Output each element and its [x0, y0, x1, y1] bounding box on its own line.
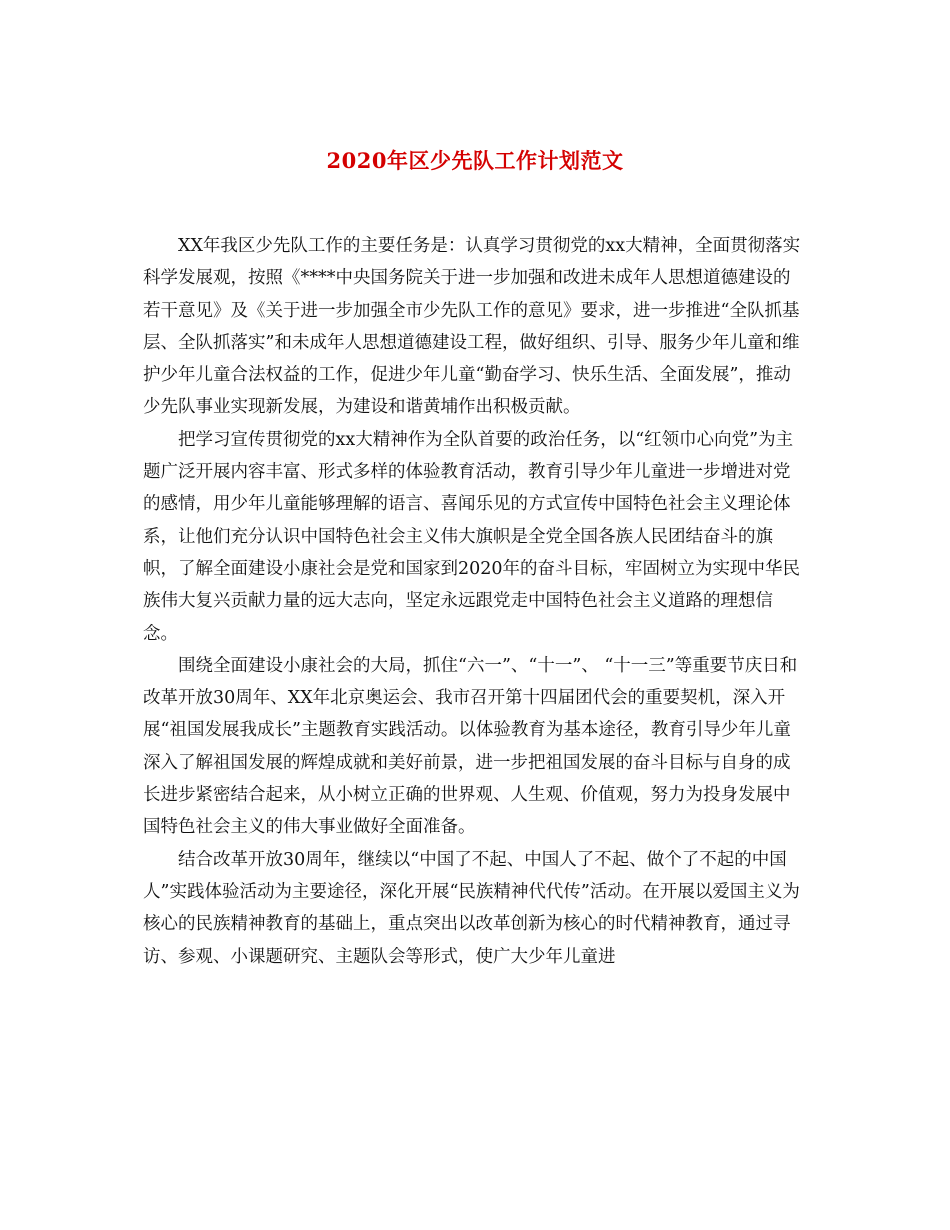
paragraph-3: 围绕全面建设小康社会的大局，抓住“六一”、“十一”、 “十一三”等重要节庆日和改革开放30周年、XX年北京奥运会、我市召开第十四届团代会的重要契机，深入开展“祖国发展我成长”主题教育实践活动。以体验教育为基本途径，教育引导少年儿童深入了解祖国发展的辉煌成就和美好前景，进一步把祖国发展的奋斗目标与自身的成长进步紧密结合起来，从小树立正确的世界观、人生观、价值观，努力为投身发展中国特色社会主义的伟大事业做好全面准备。	[143, 655, 798, 838]
paragraph-1: XX年我区少先队工作的主要任务是：认真学习贯彻党的xx大精神，全面贯彻落实科学发展观，按照《****中央国务院关于进一步加强和改进未成年人思想道德建设的若干意见》及《关于进一步加强全市少先队工作的意见》要求，进一步推进“全队抓基层、全队抓落实”和未成年人思想道德建设工程，做好组织、引导、服务少年儿童和维护少年儿童合法权益的工作，促进少年儿童“勤奋学习、快乐生活、全面发展”，推动少先队事业实现新发展，为建设和谐黄埔作出积极贡献。	[143, 236, 801, 418]
paragraph-2: 把学习宣传贯彻党的xx大精神作为全队首要的政治任务，以“红领巾心向党”为主题广泛开展内容丰富、形式多样的体验教育活动，教育引导少年儿童进一步增进对党的感情，用少年儿童能够理解的语言、喜闻乐见的方式宣传中国特色社会主义理论体系，让他们充分认识中国特色社会主义伟大旗帜是全党全国各族人民团结奋斗的旗帜，了解全面建设小康社会是党和国家到2020年的奋斗目标，牢固树立为实现中华民族伟大复兴贡献力量的远大志向，坚定永远跟党走中国特色社会主义道路的理想信念。	[143, 429, 801, 644]
document-title: 2020年区少先队工作计划范文	[326, 148, 624, 173]
document-body	[143, 230, 807, 973]
paragraph-4: 结合改革开放30周年，继续以“中国了不起、中国人了不起、做个了不起的中国人”实践体验活动为主要途径，深化开展“民族精神代代传”活动。在开展以爱国主义为核心的民族精神教育的基础上，重点突出以改革创新为核心的时代精神教育，通过寻访、参观、小课题研究、主题队会等形式，使广大少年儿童进	[143, 849, 800, 967]
